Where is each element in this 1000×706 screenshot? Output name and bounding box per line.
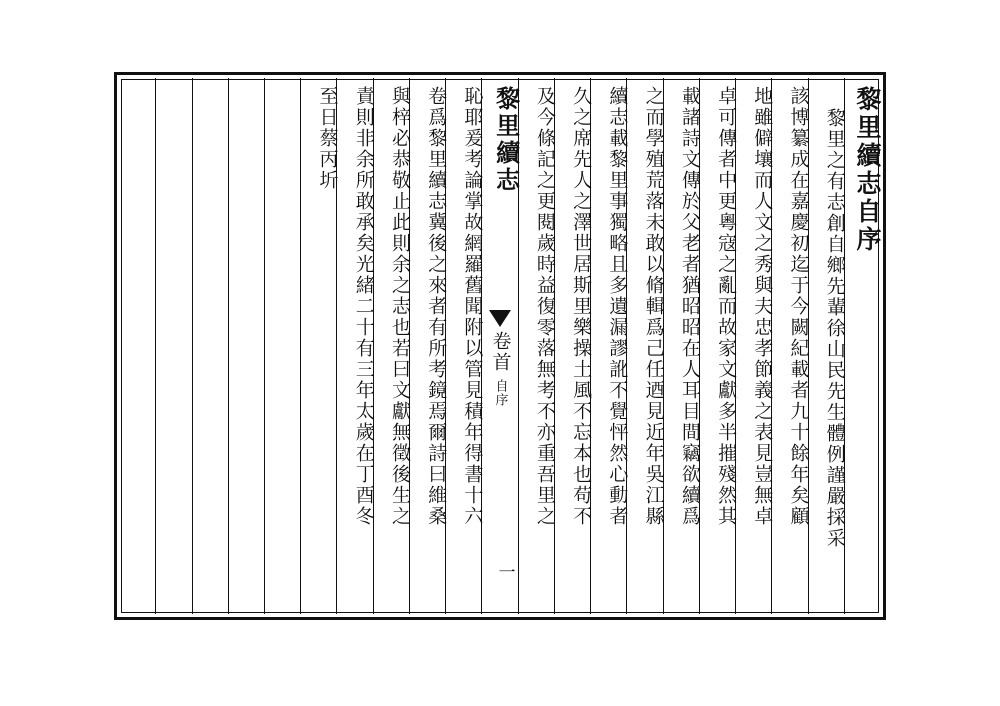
column-body-13: [336, 78, 375, 614]
column-blank-2: [228, 78, 264, 614]
column-blank-3: [192, 78, 228, 614]
volume-marker-group: [482, 310, 517, 407]
column-text: 該博纂成在嘉慶初迄于今闕紀載者九十餘年矣顧: [787, 86, 810, 527]
volume-marker: 卷首: [489, 331, 512, 373]
column-body-2: [771, 78, 810, 614]
column-title: [844, 78, 880, 614]
column-blank-4: [155, 78, 191, 614]
column-text: 黎里續志自序: [853, 86, 882, 254]
column-body-14: [300, 78, 339, 614]
column-text: 地雖僻壤而人文之秀與夫忠孝節義之表見豈無卓: [751, 86, 774, 527]
book-title: 黎里續志: [491, 86, 521, 194]
column-text: 久之席先人之澤世居斯里樂操土風不忘本也苟不: [570, 86, 593, 527]
column-body-1: [808, 78, 844, 614]
column-text: [120, 86, 155, 604]
column-text: 卓可傳者中更粵寇之亂而故家文獻多半摧殘然其: [715, 86, 738, 527]
column-text: 卷爲黎里續志冀後之來者有所考鏡焉爾詩曰維桑: [425, 86, 448, 527]
column-text: 之而學殖荒落未敢以脩輯爲己任迺見近年吳江縣: [642, 86, 665, 527]
column-body-4: [699, 78, 738, 614]
column-text: [156, 86, 191, 604]
column-text: [229, 86, 264, 604]
column-body-5: [663, 78, 699, 614]
column-body-8: [554, 78, 593, 614]
column-body-7: [590, 78, 629, 614]
column-text: 與梓必恭敬止此則余之志也若曰文獻無徵後生之: [388, 86, 411, 527]
column-text: 責則非余所敢承矣光緒二十有三年太歲在丁酉冬: [352, 86, 375, 527]
column-text: 續志載黎里事獨略且多遺漏謬訛不覺怦然心動者: [606, 86, 629, 527]
column-center-banxin: [481, 78, 521, 614]
column-text: 黎里之有志創自鄉先輩徐山民先生體例謹嚴採采: [823, 108, 846, 549]
column-body-3: [735, 78, 774, 614]
column-text: [265, 86, 300, 604]
column-body-6: [626, 78, 665, 614]
column-blank-1: [264, 78, 300, 614]
fishtail-icon: [489, 310, 511, 327]
column-text: 載諸詩文傳於父老者猶昭昭在人耳目間竊欲續爲: [678, 86, 701, 527]
column-body-12: [373, 78, 409, 614]
column-text: 至日蔡丙圻: [316, 86, 339, 191]
volume-subtitle: 自序: [492, 379, 508, 407]
column-body-10: [445, 78, 484, 614]
column-blank-5: [120, 78, 155, 614]
column-body-11: [409, 78, 448, 614]
column-text: 及今條記之更閱歲時益復零落無考不亦重吾里之: [533, 86, 556, 527]
column-text: [193, 86, 228, 604]
text-column-grid: [120, 78, 880, 614]
page-number: 一: [494, 563, 515, 580]
column-text: 恥耶爰考論掌故網羅舊聞附以管見積年得書十六: [461, 86, 484, 527]
column-body-9: [518, 78, 554, 614]
